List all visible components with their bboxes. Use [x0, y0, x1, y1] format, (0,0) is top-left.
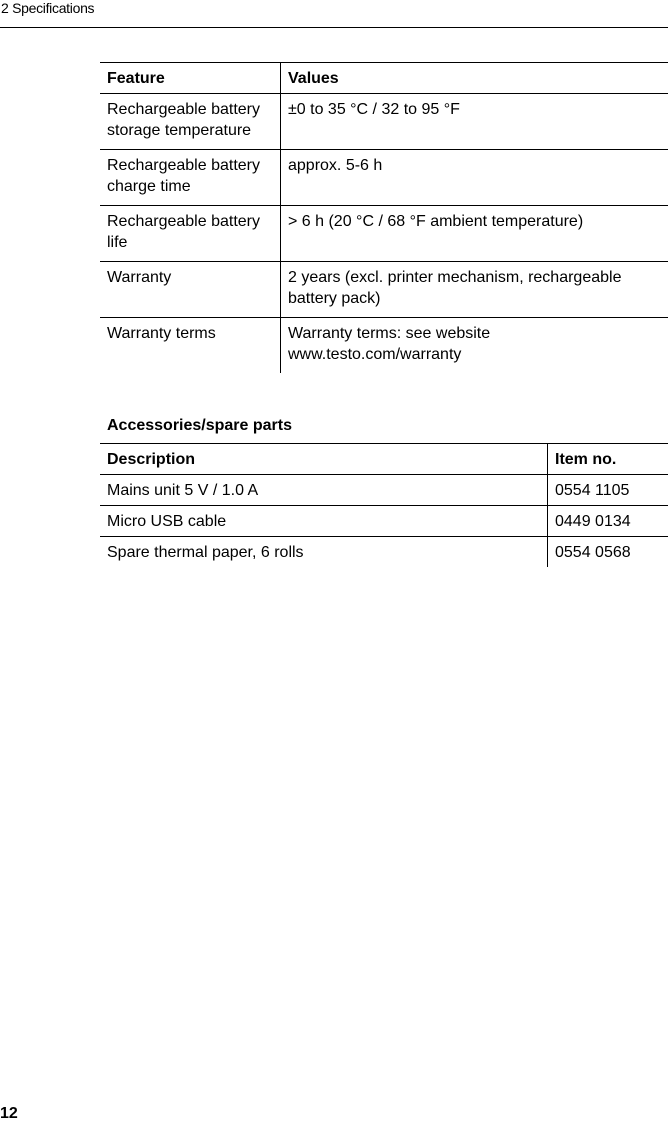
- description-cell: Mains unit 5 V / 1.0 A: [100, 475, 548, 506]
- feature-cell: Rechargeable battery charge time: [100, 150, 281, 206]
- value-cell: approx. 5-6 h: [281, 150, 668, 206]
- table-row: [100, 94, 668, 150]
- column-header-item-no: Item no.: [548, 444, 668, 475]
- value-cell: > 6 h (20 °C / 68 °F ambient temperature): [281, 206, 668, 262]
- value-cell: ±0 to 35 °C / 32 to 95 °F: [281, 94, 668, 150]
- value-cell: 2 years (excl. printer mechanism, rechargeable battery pack): [281, 262, 668, 318]
- feature-cell: Rechargeable battery storage temperature: [100, 94, 281, 150]
- description-cell: Spare thermal paper, 6 rolls: [100, 537, 548, 568]
- chapter-title: 2 Specifications: [1, 0, 95, 16]
- feature-cell: Warranty: [100, 262, 281, 318]
- column-header-description: Description: [100, 444, 548, 475]
- item-number-cell: 0449 0134: [548, 506, 668, 537]
- page-number: 12: [0, 1105, 18, 1122]
- table-header-row: [100, 63, 668, 94]
- column-header-feature: Feature: [100, 63, 281, 94]
- feature-cell: Rechargeable battery life: [100, 206, 281, 262]
- specifications-table: [100, 62, 668, 373]
- accessories-table: [100, 443, 668, 567]
- table-row: [100, 506, 668, 537]
- table-header-row: [100, 444, 668, 475]
- item-number-cell: 0554 1105: [548, 475, 668, 506]
- feature-cell: Warranty terms: [100, 318, 281, 374]
- item-number-cell: 0554 0568: [548, 537, 668, 568]
- value-cell: Warranty terms: see website www.testo.com/warranty: [281, 318, 668, 374]
- table-row: [100, 206, 668, 262]
- column-header-values: Values: [281, 63, 668, 94]
- description-cell: Micro USB cable: [100, 506, 548, 537]
- accessories-heading: Accessories/spare parts: [107, 417, 292, 434]
- table-row: [100, 150, 668, 206]
- table-row: [100, 262, 668, 318]
- table-row: [100, 318, 668, 374]
- table-row: [100, 475, 668, 506]
- running-header: [0, 0, 668, 28]
- table-row: [100, 537, 668, 568]
